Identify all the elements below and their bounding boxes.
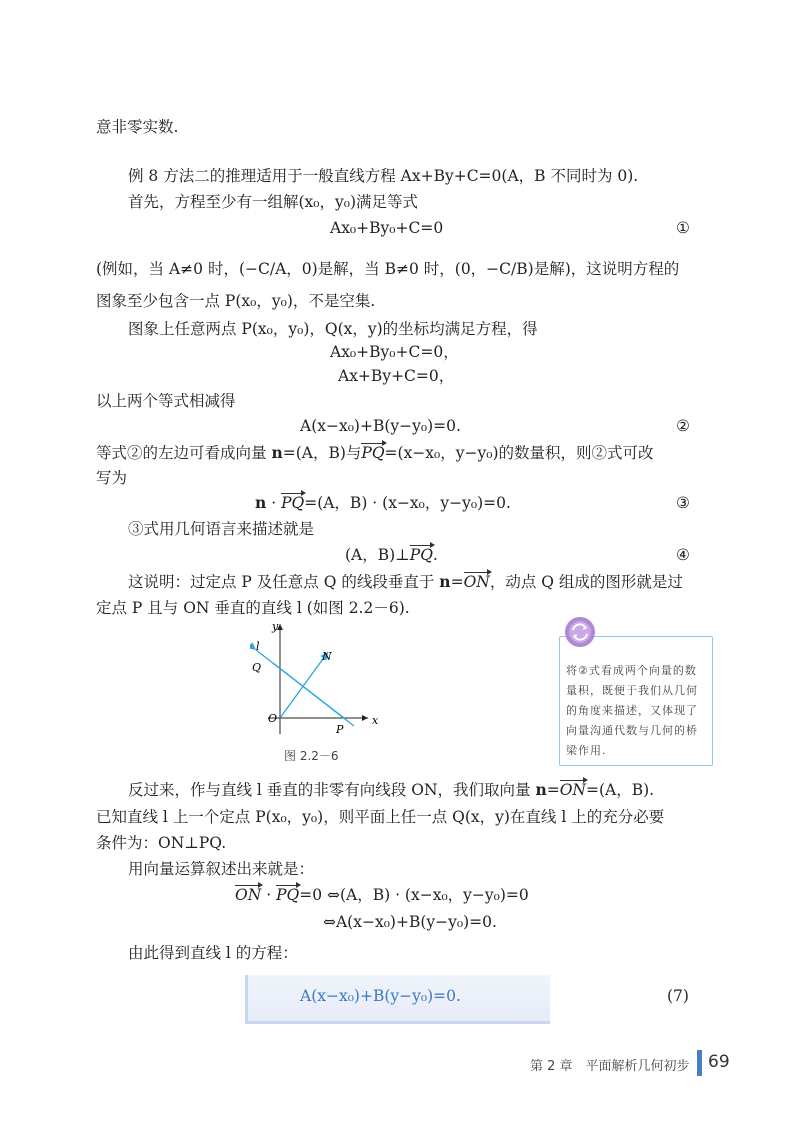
equation [255,492,511,514]
vector-n: n [439,572,451,591]
sidebar-note-text: 将②式看成两个向量的数量积，既便于我们从几何的角度来描述，又体现了向量沟通代数与几何的桥梁作用. [566,664,698,757]
text-line: 图象至少包含一点 P(x₀，y₀)，不是空集. [96,292,376,310]
text-span: 等式②的左边可看成向量 [96,444,272,462]
dot-operator: · [261,886,277,904]
equation-part: (A，B)⊥ [345,546,410,564]
vector-pq: PQ [281,494,305,512]
text-span: 是解)，这说明方程的 [533,260,680,278]
equation-number: (7) [667,987,689,1005]
text-span: 这说明：过定点 P 及任意点 Q 的线段垂直于 [128,573,440,591]
equation-rest: =0 ⇔(A，B) · (x−x₀，y−y₀)=0 [299,886,529,904]
page-number: 69 [708,1052,730,1072]
equation [345,544,438,566]
footer-chapter-title: 第 2 章 平面解析几何初步 [530,1059,690,1074]
equation-rest: =(A，B) · (x−x₀，y−y₀)=0. [304,494,511,512]
fraction-point: (0，−C/B) [454,260,534,278]
text-span: (例如，当 A≠0 时， [96,260,239,278]
text-line: 条件为：ON⊥PQ. [96,834,227,852]
label-P: P [336,723,344,736]
text-line: 写为 [96,469,128,487]
segment-pq [273,663,344,718]
equation: ⇔A(x−x₀)+B(y−y₀)=0. [323,913,497,931]
text-line: 以上两个等式相减得 [96,392,236,410]
text-line [128,779,654,801]
equation: A(x−x₀)+B(y−y₀)=0. [300,417,461,435]
vector-pq: PQ [361,444,385,462]
vector-on: ON [559,781,586,799]
text-span: 是解，当 B≠0 时， [317,260,455,278]
highlighted-equation: A(x−x₀)+B(y−y₀)=0. [300,987,461,1005]
equation: Ax₀+By₀+C=0 [330,219,444,237]
dot-operator: · [266,494,282,512]
label-y: y [272,620,279,633]
vector-on-segment [280,652,328,718]
text-line: 首先，方程至少有一组解(x₀，y₀)满足等式 [128,193,419,211]
vector-n: n [271,443,283,462]
figure-line-perpendicular [250,616,390,741]
vector-pq: PQ [276,886,300,904]
vector-n: n [535,780,547,799]
vector-on: ON [235,886,262,904]
refresh-icon [562,614,598,650]
equation [235,884,529,906]
text-span: = [546,781,560,799]
text-line: 已知直线 l 上一个定点 P(x₀，y₀)，则平面上任一点 Q(x，y)在直线 l 上的充分必要 [96,808,665,826]
text-span: =(x−x₀，y−y₀)的数量积，则②式可改 [384,444,654,462]
label-Q: Q [252,661,262,674]
footer-divider [697,1050,702,1076]
vector-pq: PQ [409,546,433,564]
equation-number: ② [676,417,690,435]
text-span: 反过来，作与直线 l 垂直的非零有向线段 ON，我们取向量 [128,781,536,799]
figure-caption: 图 2.2－6 [284,749,339,763]
vector-n: n [255,493,267,512]
text-line: 定点 P 且与 ON 垂直的直线 l (如图 2.2－6). [96,599,410,617]
equation-number: ④ [676,546,690,564]
label-N: N [322,650,332,663]
text-line: 例 8 方法二的推理适用于一般直线方程 Ax+By+C=0(A，B 不同时为 0). [128,167,639,185]
equation-number: ① [676,219,690,237]
label-O: O [268,712,278,725]
equation-part: . [432,546,438,564]
text-line: 意非零实数. [96,118,179,136]
text-line: 由此得到直线 l 的方程： [128,944,298,962]
text-line: 图象上任意两点 P(x₀，y₀)，Q(x，y)的坐标均满足方程，得 [128,320,538,338]
label-x: x [372,714,379,727]
text-span: = [450,573,464,591]
fraction-point: (−C/A，0) [238,260,318,278]
equation: Ax+By+C=0， [338,367,455,385]
equation-number: ③ [676,494,690,512]
text-line: ③式用几何语言来描述就是 [128,520,315,538]
text-span: ，动点 Q 组成的图形就是过 [489,573,683,591]
equation: Ax₀+By₀+C=0， [330,343,459,361]
text-line: 用向量运算叙述出来就是： [128,860,315,878]
text-line [128,571,683,593]
text-line [96,258,679,280]
label-l: l [256,640,260,653]
text-span: =(A，B)与 [282,444,362,462]
vector-on: ON [463,573,490,591]
text-span: =(A，B). [586,781,655,799]
text-line [96,442,654,464]
